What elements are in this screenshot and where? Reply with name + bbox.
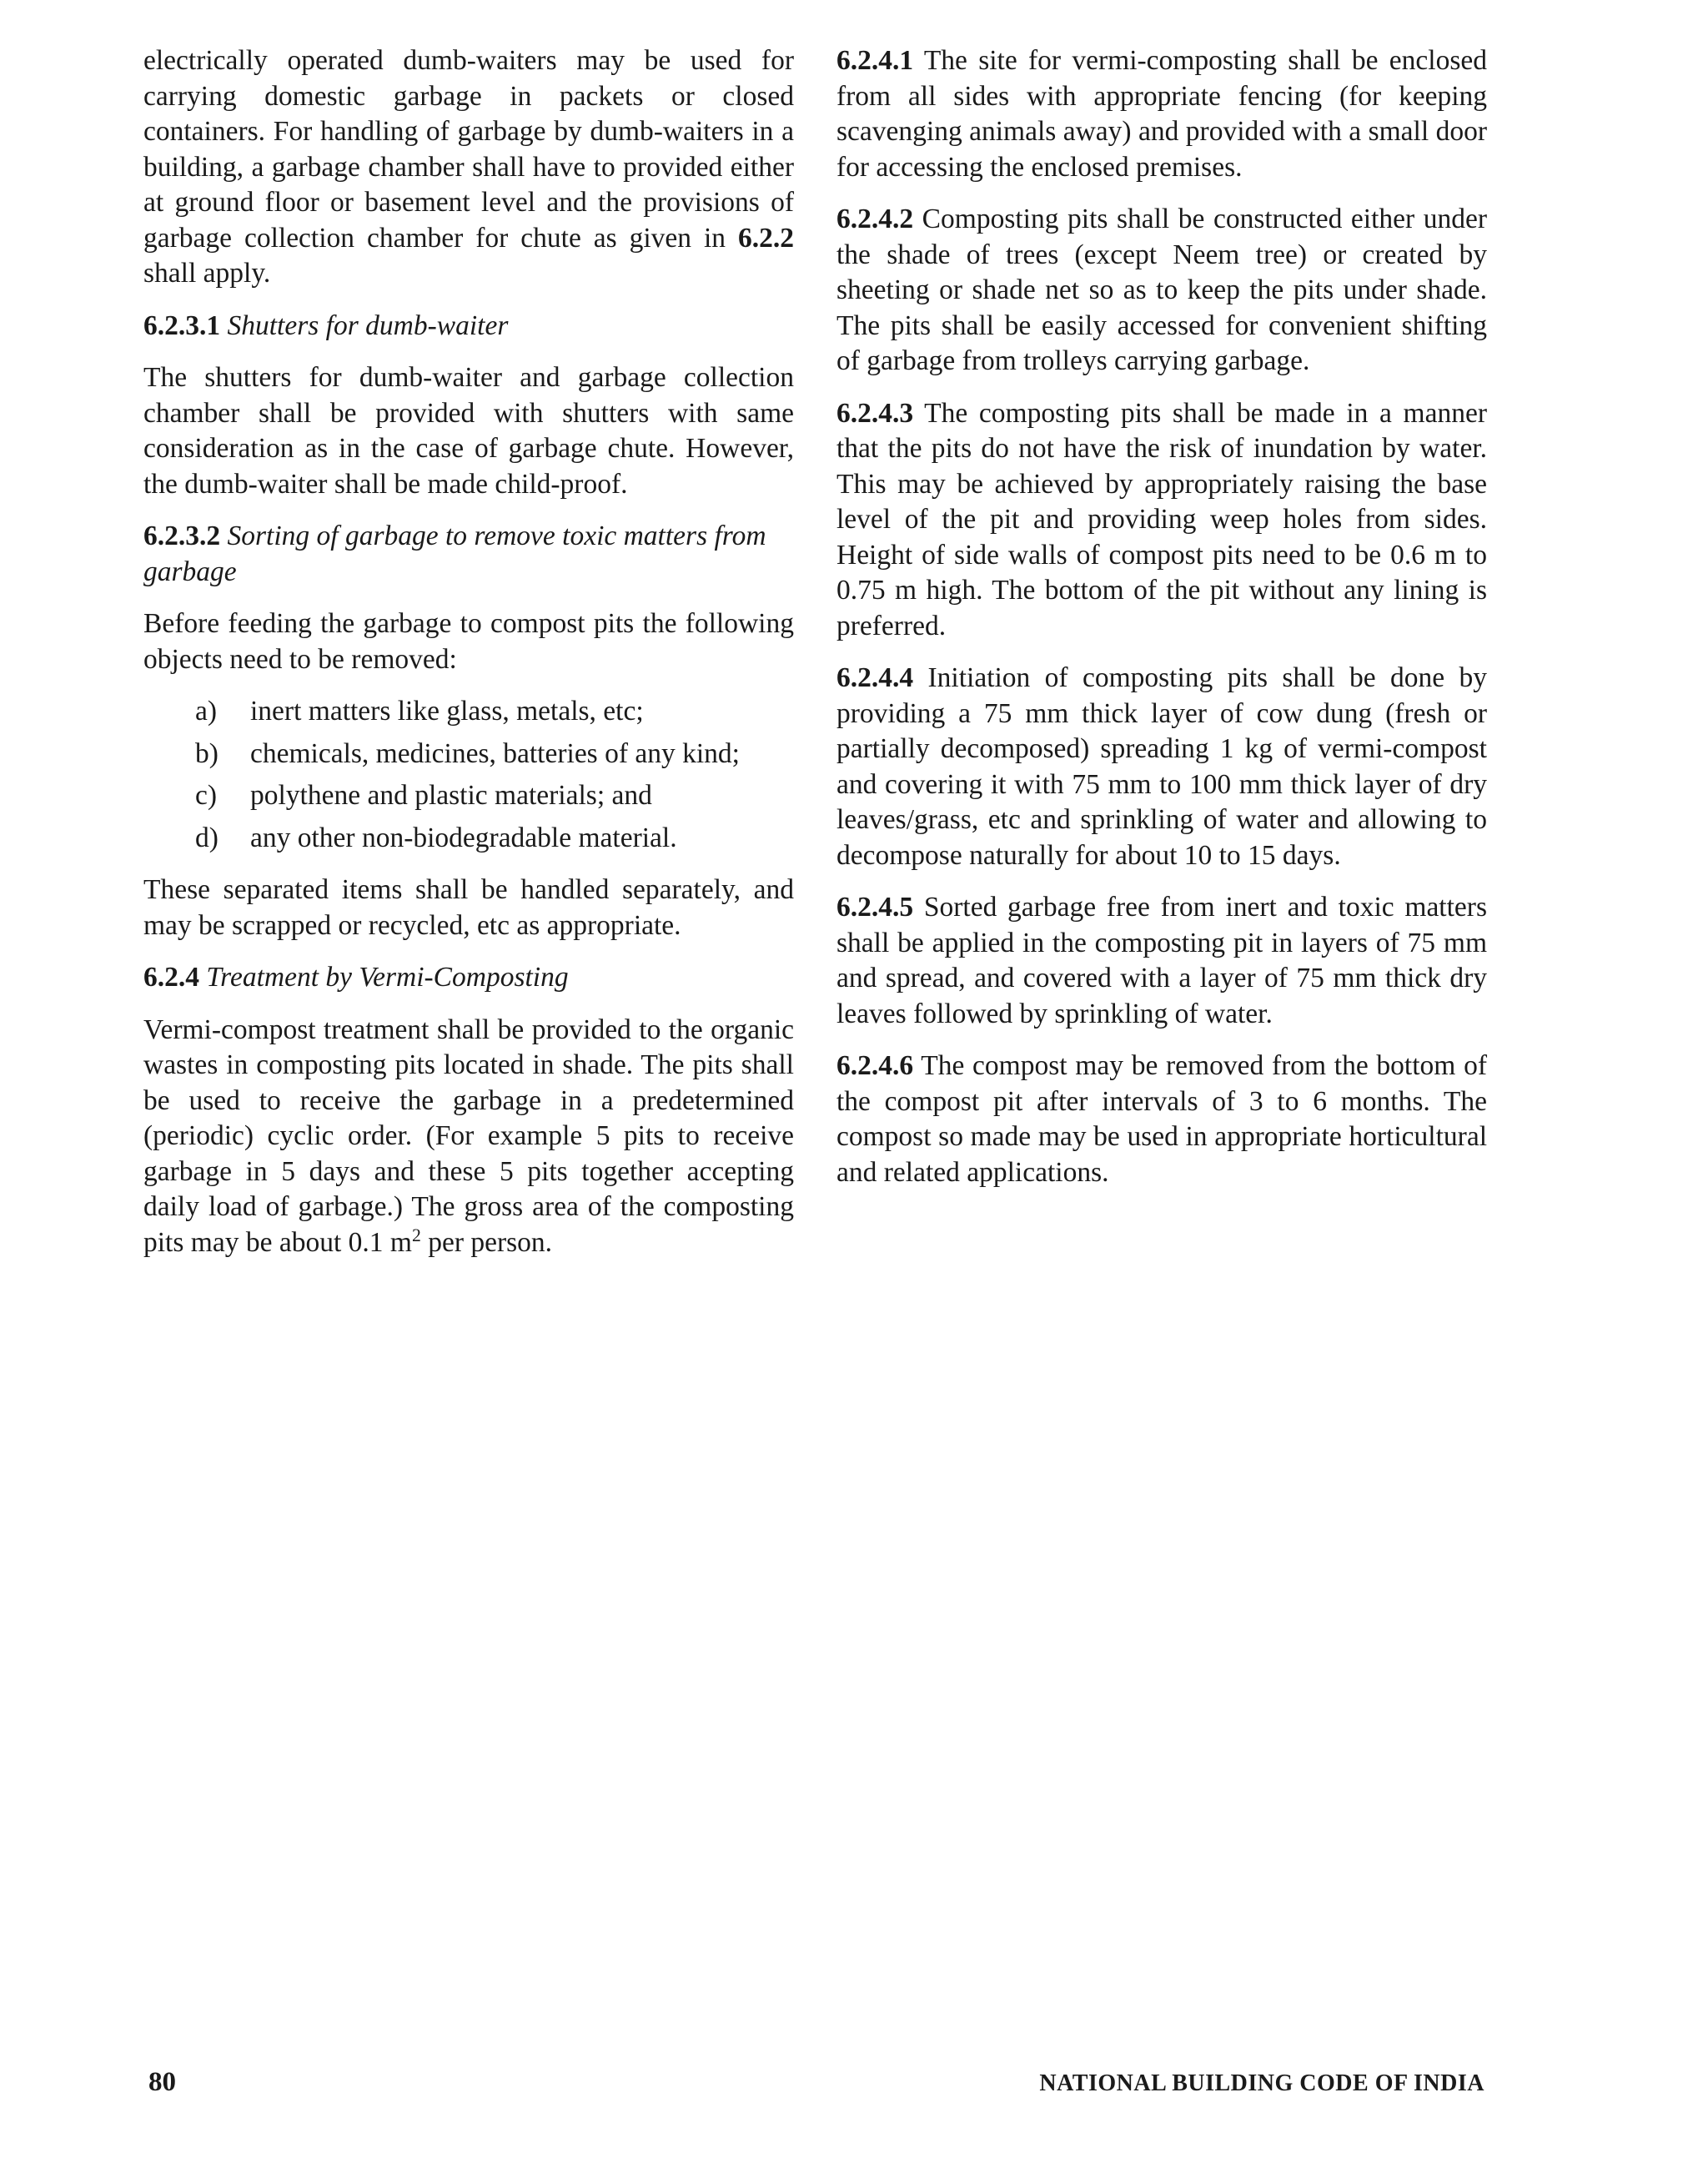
left-column [143,43,794,1277]
paragraph-dumb-waiters: electrically operated dumb-waiters may be used for carrying domestic garbage in packets or closed containers. For handling of garbage by dumb-waiters in a building, a garbage chamber shall have to provided either at ground floor or basement level and the provisions of garbage collection chamber for chute as given in 6.2.2 shall apply. [143,45,794,289]
clause-reference: 6.2.2 [738,222,794,254]
clause-6-2-4-2: 6.2.4.2 Composting pits shall be constructed either under the shade of trees (except Neem tree) or created by sheeting or shade net so as to keep the pits under shade. The pits shall be easily accessed for convenient shifting of garbage from trolleys carrying garbage. [836,204,1487,376]
removal-list [143,694,794,856]
clause-body-6-2-3-1: The shutters for dumb-waiter and garbage collection chamber shall be provided with shutters with same consideration as in the case of garbage chute. However, the dumb-waiter shall be made child-proof. [143,362,794,500]
clause-6-2-4-6: 6.2.4.6 The compost may be removed from the bottom of the compost pit after intervals of 3 to 6 months. The compost so made may be used in appropriate horticultural and related applications. [836,1050,1487,1188]
page-number: 80 [148,2067,176,2097]
superscript: 2 [411,1225,421,1245]
running-footer-title: NATIONAL BUILDING CODE OF INDIA [1039,2070,1484,2096]
clause-6-2-4-5: 6.2.4.5 Sorted garbage free from inert and toxic matters shall be applied in the composting pit in layers of 75 mm and spread, and covered with a layer of 75 mm thick dry leaves followed by sprinkling of water. [836,892,1487,1029]
clause-6-2-4-1: 6.2.4.1 The site for vermi-composting shall be enclosed from all sides with appropriate fencing (for keeping scavenging animals away) and provided with a small door for accessing the enclosed premises. [836,45,1487,183]
list-item: c) polythene and plastic materials; and [195,780,652,811]
clause-heading-6-2-3-2: 6.2.3.2 Sorting of garbage to remove toxic matters from garbage [143,521,766,587]
clause-heading-6-2-4: 6.2.4 Treatment by Vermi-Composting [143,962,569,993]
clause-6-2-4-4: 6.2.4.4 Initiation of composting pits shall be done by providing a 75 mm thick layer of cow dung (fresh or partially decomposed) spreading 1 kg of vermi-compost and covering it with 75 mm to 100 mm thick layer of dry leaves/grass, etc and sprinkling of water and allowing to decompose naturally for about 10 to 15 days. [836,662,1487,871]
clause-body-6-2-4: Vermi-compost treatment shall be provided to the organic wastes in composting pits located in shade. The pits shall be used to receive the garbage in a predetermined (periodic) cyclic order. (For example 5 pits to receive garbage in 5 days and these 5 pits together accepting daily load of garbage.) The gross area of the composting pits may be about 0.1 $m^2$ per person. [143,1014,794,1258]
list-item: a) inert matters like glass, metals, etc; [195,696,644,727]
list-item: d) any other non-biodegradable material. [195,822,677,853]
separated-items-paragraph: These separated items shall be handled separately, and may be scrapped or recycled, etc as appropriate. [143,874,794,941]
list-item: b) chemicals, medicines, batteries of any kind; [195,737,740,769]
clause-6-2-4-3: 6.2.4.3 The composting pits shall be made in a manner that the pits do not have the risk of inundation by water. This may be achieved by appropriately raising the base level of the pit and providing weep holes from sides. Height of side walls of compost pits need to be 0.6 m to 0.75 m high. The bottom of the pit without any lining is preferred. [836,397,1487,641]
right-column [836,43,1487,1207]
clause-heading-6-2-3-1: 6.2.3.1 Shutters for dumb-waiter [143,309,509,341]
clause-intro-6-2-3-2: Before feeding the garbage to compost pits the following objects need to be removed: [143,608,794,675]
